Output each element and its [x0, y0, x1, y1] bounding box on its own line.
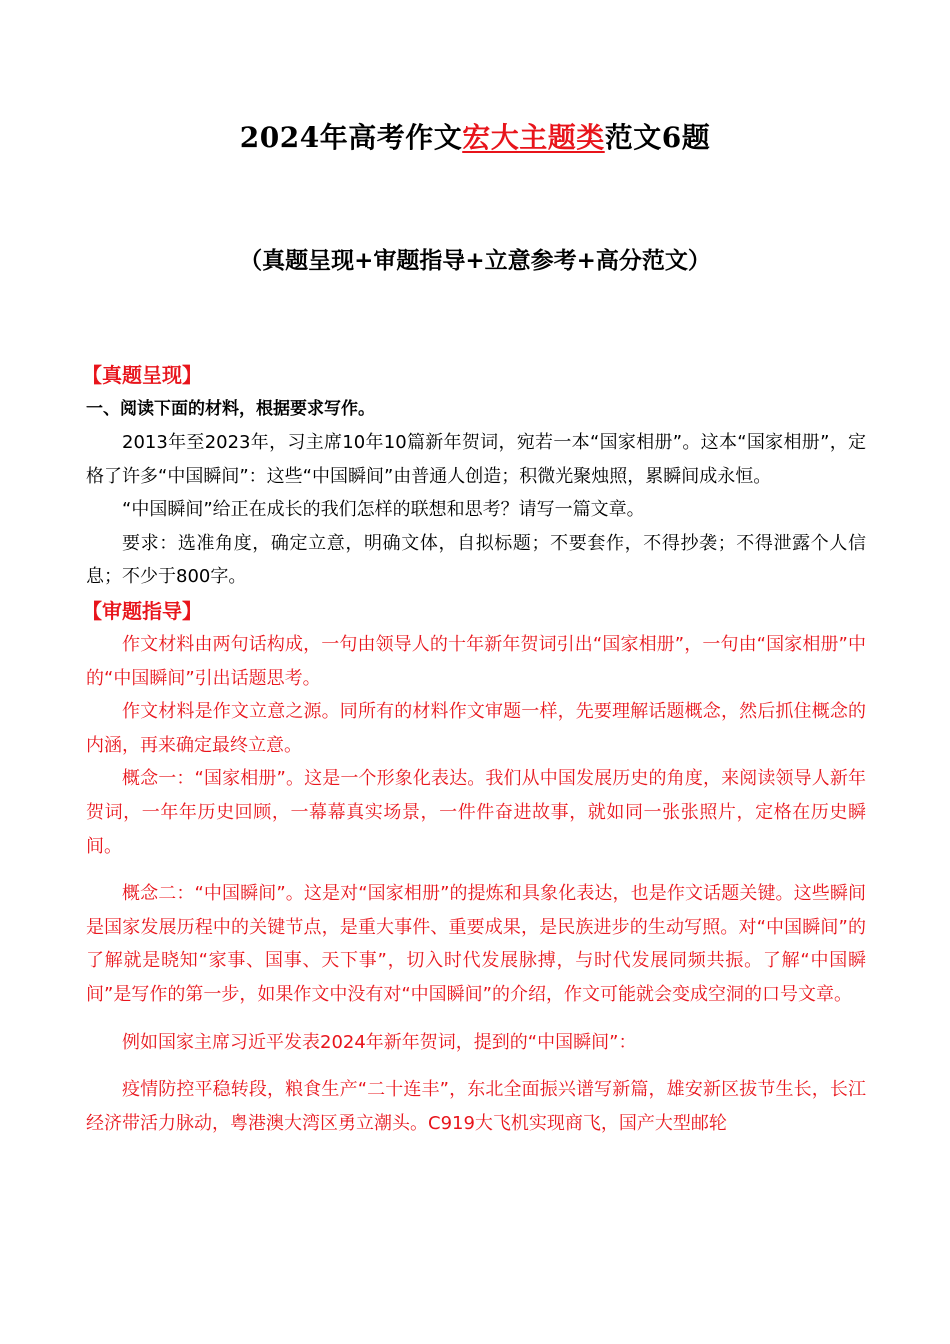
question-prompt-title: 一、阅读下面的材料，根据要求写作。: [86, 399, 375, 419]
guidance-example-text: 疫情防控平稳转段，粮食生产“二十连丰”，东北全面振兴谱写新篇，雄安新区拔节生长，长江经济带活力脉动，粤港澳大湾区勇立潮头。C919大飞机实现商飞，国产大型邮轮: [86, 1079, 866, 1134]
guidance-section-heading: 【审题指导】: [82, 598, 202, 623]
question-paragraph: “中国瞬间”给正在成长的我们怎样的联想和思考？请写一篇文章。: [122, 499, 645, 521]
title-prefix: 2024年高考作文: [239, 121, 463, 154]
question-section-heading: 【真题呈现】: [82, 363, 202, 387]
guidance-paragraph: 作文材料由两句话构成，一句由领导人的十年新年贺词引出“国家相册”，一句由“国家相册”中的“中国瞬间”引出话题思考。: [86, 633, 866, 689]
question-paragraph: 2013年至2023年，习主席10年10篇新年贺词，宛若一本“国家相册”。这本“国家相册”，定格了许多“中国瞬间”：这些“中国瞬间”由普通人创造；积微光聚烛照，累瞬间成永恒。: [86, 432, 866, 487]
title-suffix: 范文6题: [604, 121, 711, 154]
guidance-example-intro: 例如国家主席习近平发表2024年新年贺词，提到的“中国瞬间”：: [122, 1031, 637, 1053]
document-body: [82, 358, 866, 1140]
question-requirements: 要求：选准角度，确定立意，明确文体，自拟标题；不要套作，不得抄袭；不得泄露个人信息；不少于800字。: [86, 532, 866, 588]
guidance-concept-one: 概念一：“国家相册”。这是一个形象化表达。我们从中国发展历史的角度，来阅读领导人新年贺词，一年年历史回顾，一幕幕真实场景，一件件奋进故事，就如同一张张照片，定格在历史瞬间。: [86, 768, 866, 857]
guidance-concept-two: 概念二：“中国瞬间”。这是对“国家相册”的提炼和具象化表达，也是作文话题关键。这些瞬间是国家发展历程中的关键节点，是重大事件、重要成果，是民族进步的生动写照。对“中国瞬间”的了解就是晓知“家事、国事、天下事”，切入时代发展脉搏，与时代发展同频共振。了解“中国瞬间”是写作的第一步，如果作文中没有对“中国瞬间”的介绍，作文可能就会变成空洞的口号文章。: [86, 883, 866, 1005]
document-subtitle: （真题呈现+审题指导+立意参考+高分范文）: [239, 248, 711, 274]
guidance-paragraph: 作文材料是作文立意之源。同所有的材料作文审题一样，先要理解话题概念，然后抓住概念的内涵，再来确定最终立意。: [86, 701, 866, 756]
title-highlight: 宏大主题类: [462, 121, 605, 154]
document-title: [0, 118, 950, 158]
